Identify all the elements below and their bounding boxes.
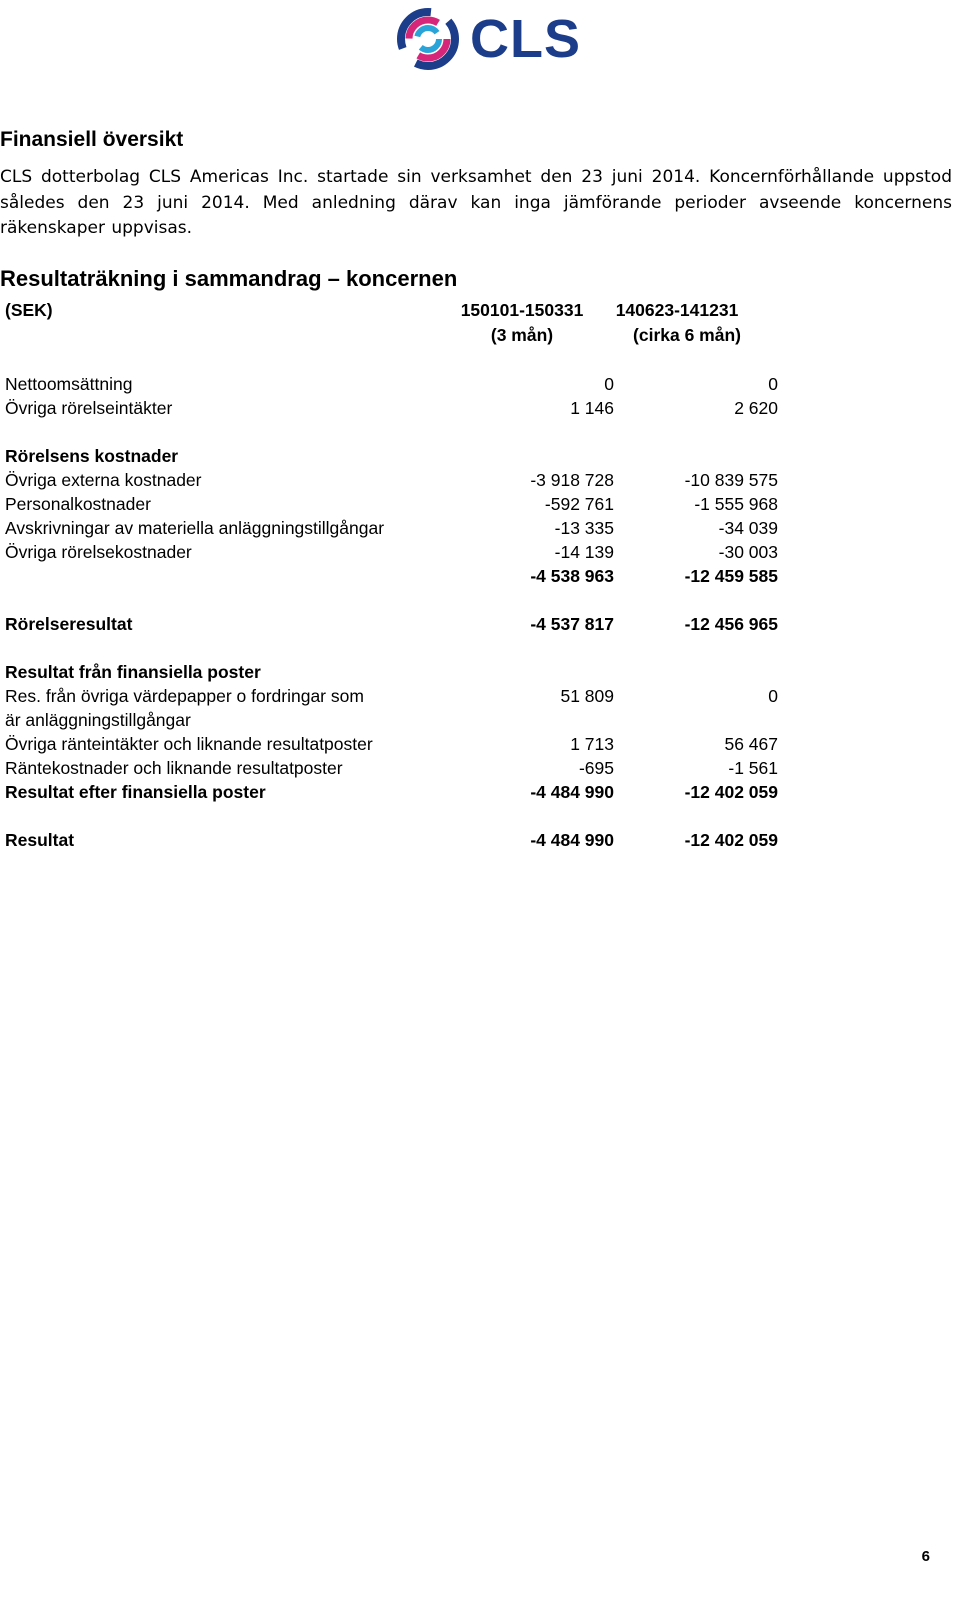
cls-logo <box>394 6 581 72</box>
row-label: Övriga ränteintäkter och liknande resultatposter <box>5 734 373 754</box>
row-value-2: -10 839 575 <box>684 470 778 490</box>
table-row <box>0 516 960 540</box>
table-row <box>0 684 960 708</box>
table-row <box>0 540 960 564</box>
row-value-2: -34 039 <box>718 518 778 538</box>
row-value-1: -592 761 <box>544 494 614 514</box>
row-label: Rörelseresultat <box>5 614 133 634</box>
col1-period: 150101-150331 <box>460 300 584 320</box>
logo-text: CLS <box>470 9 581 69</box>
table-row-subtotal <box>0 564 960 588</box>
page-number: 6 <box>921 1548 930 1565</box>
row-value-2: 0 <box>768 686 778 706</box>
table-row <box>0 612 960 636</box>
table-row <box>0 708 960 732</box>
col2-sub: (cirka 6 mån) <box>633 325 741 345</box>
table-row-total <box>0 828 960 852</box>
row-value-1: 0 <box>604 374 614 394</box>
page-title: Finansiell översikt <box>0 128 184 151</box>
row-value-1: -4 484 990 <box>530 782 614 802</box>
table-row <box>0 396 960 420</box>
row-label: Resultat från finansiella poster <box>5 662 261 682</box>
currency-label: (SEK) <box>5 300 53 320</box>
table-row <box>0 372 960 396</box>
row-value-1: -4 538 963 <box>530 566 614 586</box>
row-value-1: 1 146 <box>570 398 614 418</box>
row-label: Övriga externa kostnader <box>5 470 202 490</box>
section-title: Resultaträkning i sammandrag – koncernen <box>0 266 458 291</box>
row-label: Resultat efter finansiella poster <box>5 782 266 802</box>
table-row <box>0 492 960 516</box>
row-label: Res. från övriga värdepapper o fordringar som <box>5 686 364 706</box>
row-value-2: -12 402 059 <box>684 830 778 850</box>
table-row <box>0 468 960 492</box>
cls-logo-icon <box>394 6 464 72</box>
row-value-2: -12 402 059 <box>684 782 778 802</box>
row-label: Övriga rörelseintäkter <box>5 398 173 418</box>
row-value-2: -30 003 <box>718 542 778 562</box>
row-value-2: -1 561 <box>728 758 778 778</box>
row-value-1: 51 809 <box>560 686 614 706</box>
row-label: Räntekostnader och liknande resultatposter <box>5 758 343 778</box>
row-label: Personalkostnader <box>5 494 151 514</box>
table-row <box>0 444 960 468</box>
row-label: Avskrivningar av materiella anläggningstillgångar <box>5 518 385 538</box>
row-label: Resultat <box>5 830 75 850</box>
table-row <box>0 732 960 756</box>
row-value-1: -4 537 817 <box>530 614 614 634</box>
row-value-1: 1 713 <box>570 734 614 754</box>
row-value-1: -14 139 <box>554 542 614 562</box>
table-row <box>0 756 960 780</box>
row-value-1: -695 <box>578 758 614 778</box>
row-value-1: -13 335 <box>554 518 614 538</box>
table-row <box>0 660 960 684</box>
row-label: är anläggningstillgångar <box>5 710 191 730</box>
row-label: Rörelsens kostnader <box>5 446 179 466</box>
row-label: Nettoomsättning <box>5 374 133 394</box>
row-value-1: -4 484 990 <box>530 830 614 850</box>
col2-period: 140623-141231 <box>615 300 739 320</box>
row-value-2: 56 467 <box>724 734 778 754</box>
row-value-2: -12 456 965 <box>684 614 778 634</box>
intro-paragraph: CLS dotterbolag CLS Americas Inc. startade sin verksamhet den 23 juni 2014. Koncernförhållande uppstod således den 23 juni 2014. Med anledning därav kan inga jämförande perioder avseende koncernens räkenskaper uppvisas. <box>0 167 952 238</box>
row-value-2: -1 555 968 <box>694 494 778 514</box>
row-value-2: 2 620 <box>734 398 778 418</box>
row-label: Övriga rörelsekostnader <box>5 542 192 562</box>
row-value-2: 0 <box>768 374 778 394</box>
row-value-2: -12 459 585 <box>684 566 778 586</box>
row-value-1: -3 918 728 <box>530 470 614 490</box>
table-row <box>0 780 960 804</box>
col1-sub: (3 mån) <box>490 325 554 345</box>
